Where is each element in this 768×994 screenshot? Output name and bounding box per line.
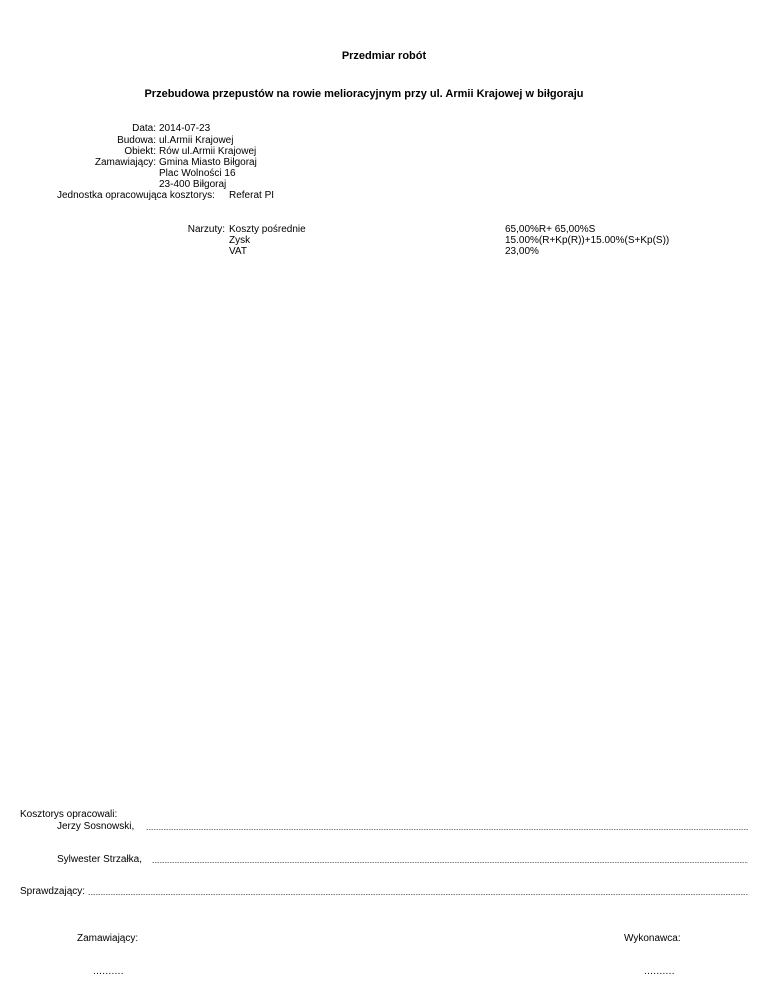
jednostka-value: Referat PI <box>229 190 275 201</box>
zamawiajacy-sign-label: Zamawiający: <box>77 933 139 944</box>
obiekt-value: Rów ul.Armii Krajowej <box>159 146 257 157</box>
narzut-name: Koszty pośrednie <box>229 224 306 235</box>
zamawiajacy-line3: 23-400 Biłgoraj <box>159 179 227 190</box>
budowa-value: ul.Armii Krajowej <box>159 135 234 146</box>
narzut-value: 23,00% <box>505 246 539 257</box>
page-title: Przedmiar robót <box>341 50 427 62</box>
person2-name: Sylwester Strzałka, <box>57 854 143 865</box>
zamawiajacy-signature: .......... <box>93 966 124 977</box>
narzut-value: 65,00%R+ 65,00%S <box>505 224 596 235</box>
zamawiajacy-line1: Gmina Miasto Biłgoraj <box>159 157 257 168</box>
person1-name: Jerzy Sosnowski, <box>57 821 135 832</box>
narzut-value: 15.00%(R+Kp(R))+15.00%(S+Kp(S)) <box>505 235 670 246</box>
narzut-name: Zysk <box>229 235 251 246</box>
narzut-name: VAT <box>229 246 247 257</box>
signature-line-person1 <box>146 829 748 830</box>
data-value: 2014-07-23 <box>159 123 211 134</box>
signature-line-person2 <box>152 862 748 863</box>
data-label: Data: <box>132 123 156 134</box>
jednostka-label: Jednostka opracowująca kosztorys: <box>57 190 215 201</box>
wykonawca-label: Wykonawca: <box>624 933 681 944</box>
signature-line-sprawdzajacy <box>88 894 748 895</box>
project-subtitle: Przebudowa przepustów na rowie melioracyjnym przy ul. Armii Krajowej w biłgoraju <box>144 88 584 100</box>
narzuty-label: Narzuty: <box>187 224 225 235</box>
sprawdzajacy-label: Sprawdzający: <box>20 886 86 897</box>
opracowali-label: Kosztorys opracowali: <box>20 809 118 820</box>
wykonawca-signature: .......... <box>644 966 675 977</box>
obiekt-label: Obiekt: <box>124 146 156 157</box>
zamawiajacy-line2: Plac Wolności 16 <box>159 168 236 179</box>
zamawiajacy-label: Zamawiający: <box>94 157 156 168</box>
budowa-label: Budowa: <box>117 135 156 146</box>
